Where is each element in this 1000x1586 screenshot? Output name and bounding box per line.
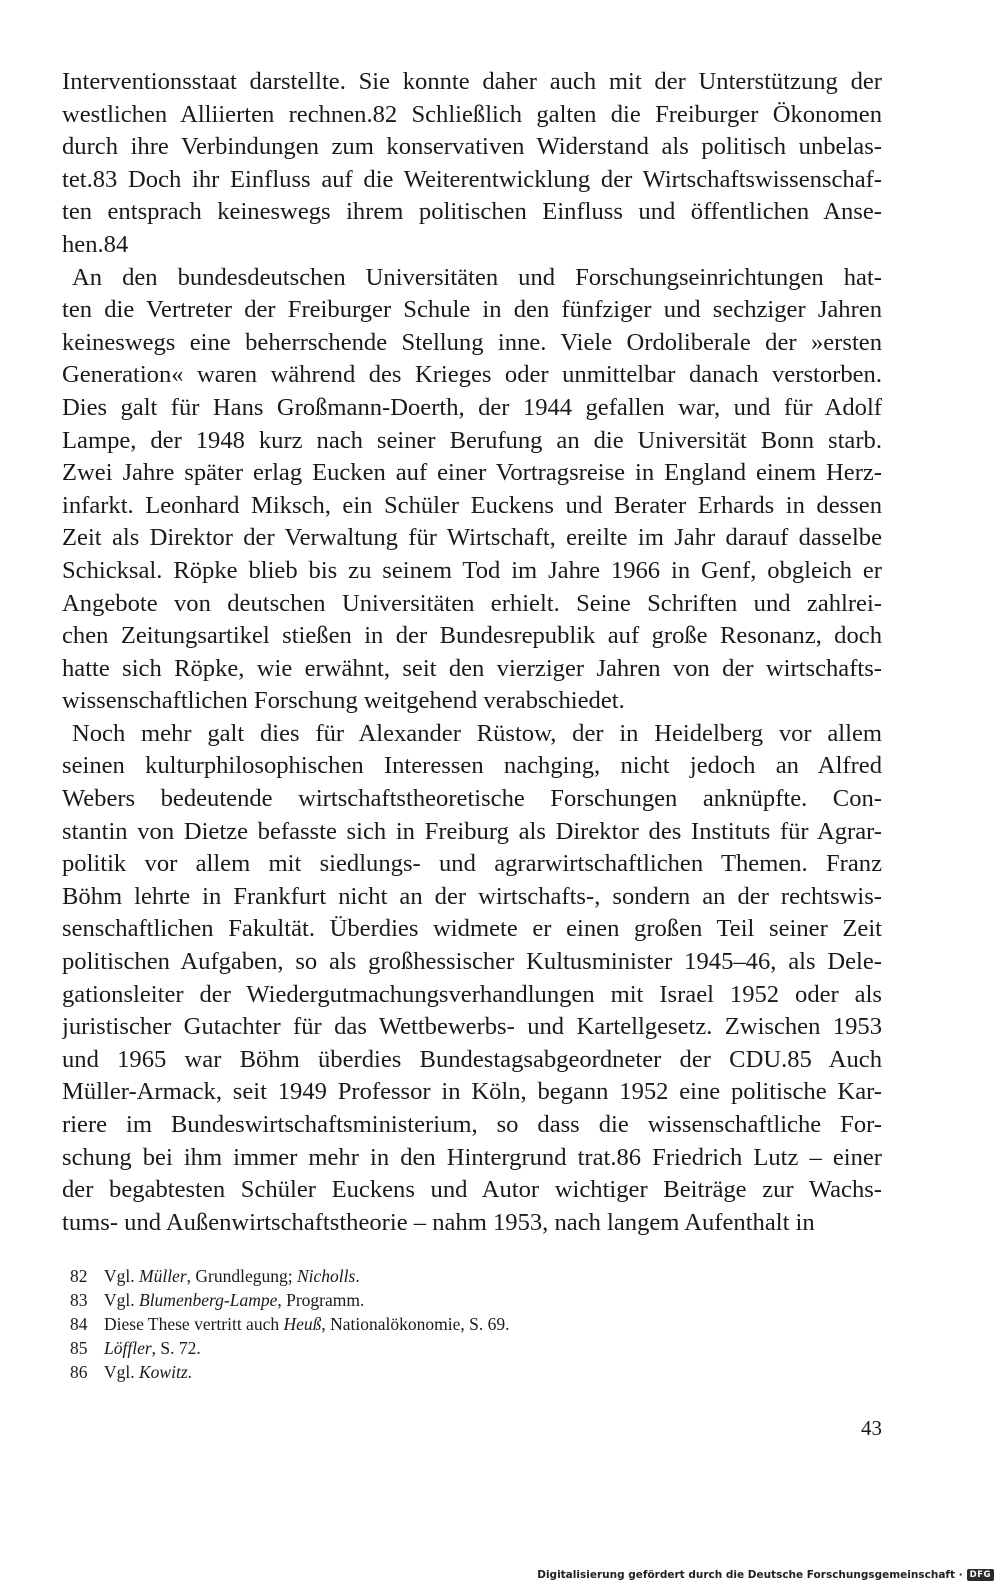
- text-line: chen Zeitungsartikel stießen in der Bundesrepublik auf große Resonanz, doch: [62, 622, 882, 650]
- text-line: wissenschaftlichen Forschung weitgehend verabschiedet.: [62, 687, 625, 715]
- footnote-pre: Vgl.: [104, 1362, 139, 1382]
- text-line: juristischer Gutachter für das Wettbewerbs- und Kartellgesetz. Zwischen 1953: [62, 1013, 882, 1041]
- footnote: [70, 1312, 770, 1336]
- footnote-pre: Vgl.: [104, 1266, 139, 1286]
- text-line: Generation« waren während des Krieges oder unmittelbar danach verstorben.: [62, 361, 882, 389]
- text-line: infarkt. Leonhard Miksch, ein Schüler Euckens und Berater Erhards in dessen: [62, 491, 882, 519]
- footnote-author: Heuß: [283, 1314, 322, 1334]
- text-line: hen.84: [62, 230, 129, 258]
- text-line: gationsleiter der Wiedergutmachungsverhandlungen mit Israel 1952 oder als: [62, 980, 882, 1008]
- text-line: durch ihre Verbindungen zum konservativen Widerstand als politisch unbelas-: [62, 133, 882, 161]
- text-line: Böhm lehrte in Frankfurt nicht an der wirtschafts-, sondern an der rechtswis-: [62, 882, 882, 910]
- dfg-logo-icon: DFG: [967, 1569, 994, 1581]
- footnote: [70, 1360, 770, 1384]
- text-line: seinen kulturphilosophischen Interessen nachging, nicht jedoch an Alfred: [62, 752, 882, 780]
- text-line: ten die Vertreter der Freiburger Schule in den fünfziger und sechziger Jahren: [62, 296, 882, 324]
- footnote-number: 83: [70, 1290, 88, 1310]
- text-line: stantin von Dietze befasste sich in Freiburg als Direktor des Instituts für Agrar-: [62, 817, 882, 845]
- text-line: Dies galt für Hans Großmann-Doerth, der 1944 gefallen war, und für Adolf: [62, 393, 882, 421]
- footnote-author: Kowitz: [139, 1362, 188, 1382]
- footnote-author: Müller: [139, 1266, 187, 1286]
- footnote: [70, 1336, 770, 1360]
- footnote-author: Blumenberg-Lampe: [139, 1290, 278, 1310]
- paragraph: [62, 66, 882, 262]
- footnote-number: 86: [70, 1362, 88, 1382]
- footnote-pre: Diese These vertritt auch: [104, 1314, 284, 1334]
- text-line: senschaftlichen Fakultät. Überdies widmete er einen großen Teil seiner Zeit: [62, 915, 882, 943]
- digitization-credit: [537, 1567, 994, 1583]
- text-line: Zeit als Direktor der Verwaltung für Wirtschaft, ereilte im Jahr darauf dasselbe: [62, 524, 882, 552]
- footnote-number: 82: [70, 1266, 88, 1286]
- text-line: Schicksal. Röpke blieb bis zu seinem Tod im Jahre 1966 in Genf, obgleich er: [62, 556, 882, 584]
- text-line: ten entsprach keineswegs ihrem politischen Einfluss und öffentlichen Anse-: [62, 198, 882, 226]
- footnote-number: 85: [70, 1338, 88, 1358]
- footnote: [70, 1288, 770, 1312]
- text-line: politischen Aufgaben, so als großhessischer Kultusminister 1945–46, als Dele-: [62, 948, 882, 976]
- text-line: riere im Bundeswirtschaftsministerium, so dass die wissenschaftliche For-: [62, 1111, 882, 1138]
- text-line: Noch mehr galt dies für Alexander Rüstow, der in Heidelberg vor allem: [72, 719, 882, 747]
- text-line: westlichen Alliierten rechnen.82 Schließlich galten die Freiburger Ökonomen: [62, 100, 882, 128]
- footnote-author-2: Nicholls: [296, 1266, 356, 1286]
- footnote-post: .: [355, 1266, 360, 1286]
- body-text: [62, 0, 882, 1239]
- footnote-text: .: [187, 1362, 193, 1382]
- footnotes: [70, 1264, 770, 1384]
- footnote-text: , Programm.: [277, 1290, 365, 1310]
- text-line: Müller-Armack, seit 1949 Professor in Köln, begann 1952 eine politische Kar-: [62, 1078, 882, 1106]
- credit-text: Digitalisierung gefördert durch die Deutsche Forschungsgemeinschaft ·: [537, 1569, 963, 1581]
- text-line: schung bei ihm immer mehr in den Hintergrund trat.86 Friedrich Lutz – einer: [62, 1143, 882, 1171]
- footnote-pre: Vgl.: [104, 1290, 139, 1310]
- footnote: [70, 1264, 770, 1288]
- text-line: Interventionsstaat darstellte. Sie konnte daher auch mit der Unterstützung der: [62, 68, 882, 95]
- page-number: 43: [861, 1416, 882, 1440]
- text-line: An den bundesdeutschen Universitäten und Forschungseinrichtungen hat-: [72, 263, 882, 291]
- text-line: und 1965 war Böhm überdies Bundestagsabgeordneter der CDU.85 Auch: [62, 1045, 882, 1073]
- text-line: Webers bedeutende wirtschaftstheoretische Forschungen anknüpfte. Con-: [62, 785, 882, 813]
- footnote-number: 84: [70, 1314, 88, 1334]
- paragraph: [62, 262, 882, 718]
- text-line: keineswegs eine beherrschende Stellung inne. Viele Ordoliberale der »ersten: [62, 328, 882, 356]
- footnote-text: , S. 72.: [151, 1338, 201, 1358]
- footnote-text: , Nationalökonomie, S. 69.: [321, 1314, 510, 1334]
- text-line: Zwei Jahre später erlag Eucken auf einer Vortragsreise in England einem Herz-: [62, 459, 882, 487]
- text-line: Lampe, der 1948 kurz nach seiner Berufung an die Universität Bonn starb.: [62, 426, 882, 454]
- footnote-author: Löffler: [104, 1338, 152, 1358]
- text-line: Angebote von deutschen Universitäten erhielt. Seine Schriften und zahlrei-: [62, 589, 882, 617]
- footnote-text: , Grundlegung;: [186, 1266, 297, 1286]
- text-line: hatte sich Röpke, wie erwähnt, seit den vierziger Jahren von der wirtschafts-: [62, 654, 882, 682]
- text-line: politik vor allem mit siedlungs- und agrarwirtschaftlichen Themen. Franz: [62, 850, 882, 878]
- text-line: der begabtesten Schüler Euckens und Autor wichtiger Beiträge zur Wachs-: [62, 1176, 882, 1204]
- text-line: tet.83 Doch ihr Einfluss auf die Weiterentwicklung der Wirtschaftswissenschaf-: [62, 165, 882, 193]
- paragraph: [62, 718, 882, 1240]
- text-line: tums- und Außenwirtschaftstheorie – nahm 1953, nach langem Aufenthalt in: [62, 1208, 815, 1236]
